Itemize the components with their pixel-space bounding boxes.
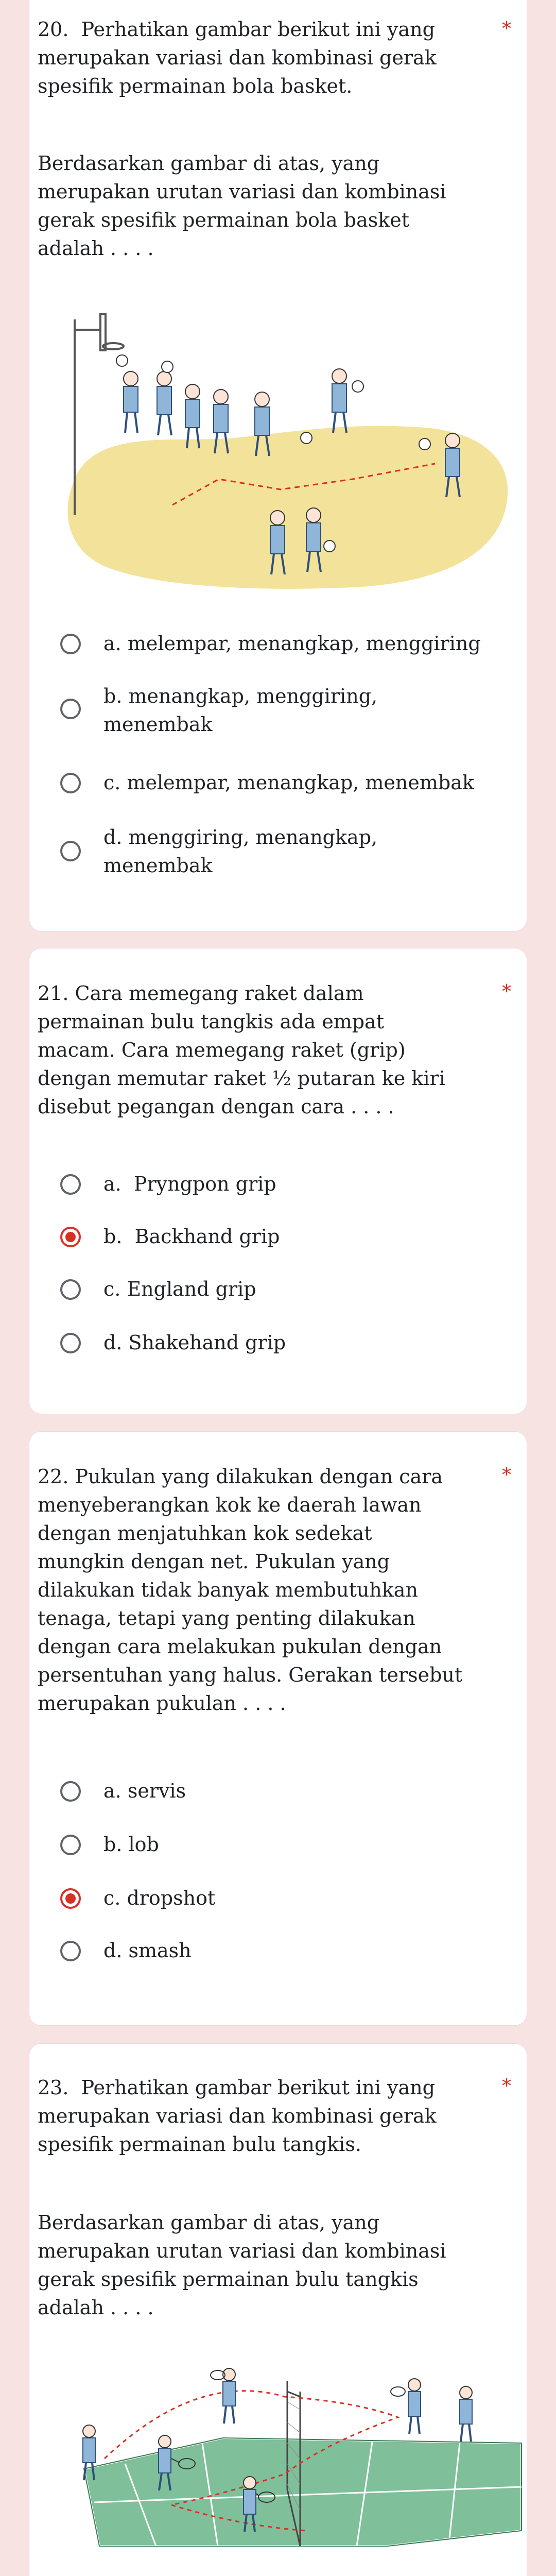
option-20-a[interactable]	[29, 630, 527, 666]
option-label: d. smash	[103, 1939, 192, 1962]
radio-button[interactable]	[60, 1279, 81, 1300]
badminton-figure	[68, 2361, 532, 2556]
basketball-figure	[64, 309, 517, 598]
radio-button-selected[interactable]	[60, 1888, 81, 1909]
option-label: c. dropshot	[103, 1887, 216, 1909]
question-prompt: Berdasarkan gambar di atas, yang merupakan urutan variasi dan kombinasi gerak spesifik permainan bulu tangkis adalah . . . .	[38, 2211, 446, 2319]
radio-button[interactable]	[60, 1174, 81, 1195]
option-label: a. melempar, menangkap, menggiring	[103, 632, 481, 655]
required-asterisk: *	[502, 981, 511, 1003]
radio-button[interactable]	[60, 1835, 81, 1855]
option-22-d[interactable]	[29, 1937, 527, 1968]
radio-button[interactable]	[60, 1941, 81, 1961]
question-text: 21. Cara memegang raket dalam permainan bulu tangkis ada empat macam. Cara memegang raket (grip) dengan memutar raket ½ putaran ke kiri disebut pegangan dengan cara . . . .	[38, 982, 445, 1118]
radio-button-selected[interactable]	[60, 1227, 81, 1247]
option-21-b[interactable]	[29, 1223, 527, 1253]
option-22-a[interactable]	[29, 1777, 527, 1808]
question-card-22	[29, 1431, 527, 2026]
option-label: b. menangkap, menggiring, menembak	[103, 685, 378, 736]
option-22-b[interactable]	[29, 1831, 527, 1861]
radio-button[interactable]	[60, 634, 81, 654]
option-21-d[interactable]	[29, 1329, 527, 1360]
question-text: 20. Perhatikan gambar berikut ini yang merupakan variasi dan kombinasi gerak spesifik permainan bola basket.	[38, 18, 437, 97]
radio-button[interactable]	[60, 1333, 81, 1353]
question-card-20	[29, 0, 527, 931]
question-prompt: Berdasarkan gambar di atas, yang merupakan urutan variasi dan kombinasi gerak spesifik permainan bola basket adalah . . . .	[38, 152, 446, 260]
question-card-21	[29, 948, 527, 1414]
option-20-c[interactable]	[29, 769, 527, 805]
radio-button[interactable]	[60, 1781, 81, 1802]
option-label: c. melempar, menangkap, menembak	[103, 771, 474, 794]
question-text: 23. Perhatikan gambar berikut ini yang merupakan variasi dan kombinasi gerak spesifik permainan bulu tangkis.	[38, 2076, 437, 2156]
required-asterisk: *	[502, 19, 511, 40]
option-label: d. Shakehand grip	[103, 1331, 286, 1354]
radio-button[interactable]	[60, 699, 81, 719]
option-20-d[interactable]	[29, 823, 527, 885]
option-label: d. menggiring, menangkap, menembak	[103, 826, 378, 877]
required-asterisk: *	[502, 2076, 511, 2097]
option-label: a. servis	[103, 1780, 186, 1802]
option-20-b[interactable]	[29, 682, 527, 744]
option-label: b. Backhand grip	[103, 1225, 280, 1248]
question-card-23	[29, 2043, 527, 2576]
option-21-a[interactable]	[29, 1170, 527, 1201]
option-label: b. lob	[103, 1833, 159, 1856]
radio-button[interactable]	[60, 841, 81, 861]
option-22-c[interactable]	[29, 1884, 527, 1915]
question-text: 22. Pukulan yang dilakukan dengan cara menyeberangkan kok ke daerah lawan dengan menjatuhkan kok sedekat mungkin dengan net. Pukulan yang dilakukan tidak banyak membutuhkan tenaga, tetapi yang penting dilakukan dengan cara melakukan pukulan dengan persentuhan yang halus. Gerakan tersebut merupakan pukulan . . . .	[38, 1465, 463, 1715]
option-label: a. Pryngpon grip	[103, 1173, 276, 1195]
required-asterisk: *	[502, 1465, 511, 1486]
option-21-c[interactable]	[29, 1275, 527, 1306]
radio-button[interactable]	[60, 773, 81, 793]
option-label: c. England grip	[103, 1278, 256, 1300]
